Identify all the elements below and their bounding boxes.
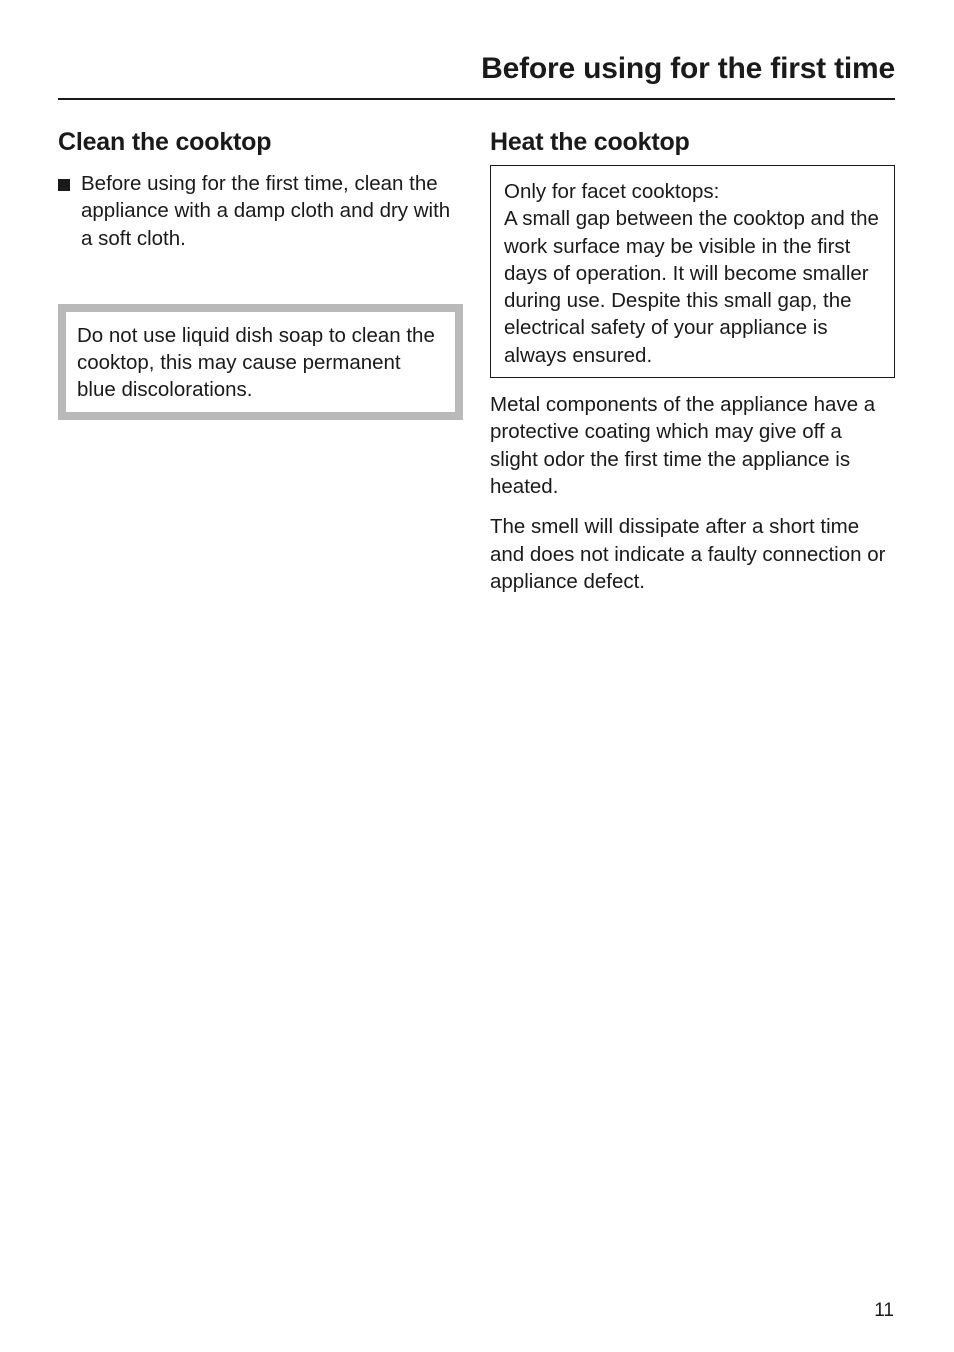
smell-paragraph: The smell will dissipate after a short time and does not indicate a faulty connection or appliance defect. [490,515,886,593]
heat-cooktop-section [490,126,895,595]
page-title: Before using for the first time [481,52,895,85]
bullet-item [58,170,463,252]
bullet-text: Before using for the first time, clean the appliance with a damp cloth and dry with a soft cloth. [81,172,451,250]
warning-text: Do not use liquid dish soap to clean the cooktop, this may cause permanent blue discolorations. [77,323,435,402]
note-intro: Only for facet cooktops: [504,180,720,203]
note-text: A small gap between the cooktop and the work surface may be visible in the first days of operation. It will become smaller during use. Despite this small gap, the electrical safety of your appliance is always ensured. [504,207,879,367]
clean-cooktop-section [58,126,463,420]
heat-cooktop-heading: Heat the cooktop [490,128,690,156]
clean-cooktop-heading: Clean the cooktop [58,128,272,156]
square-bullet-icon [58,179,70,191]
warning-box [58,304,463,420]
facet-cooktop-note-box [490,165,895,378]
odor-paragraph: Metal components of the appliance have a protective coating which may give off a slight odor the first time the appliance is heated. [490,393,876,498]
page-number: 11 [874,1300,894,1321]
page-header [58,50,895,100]
